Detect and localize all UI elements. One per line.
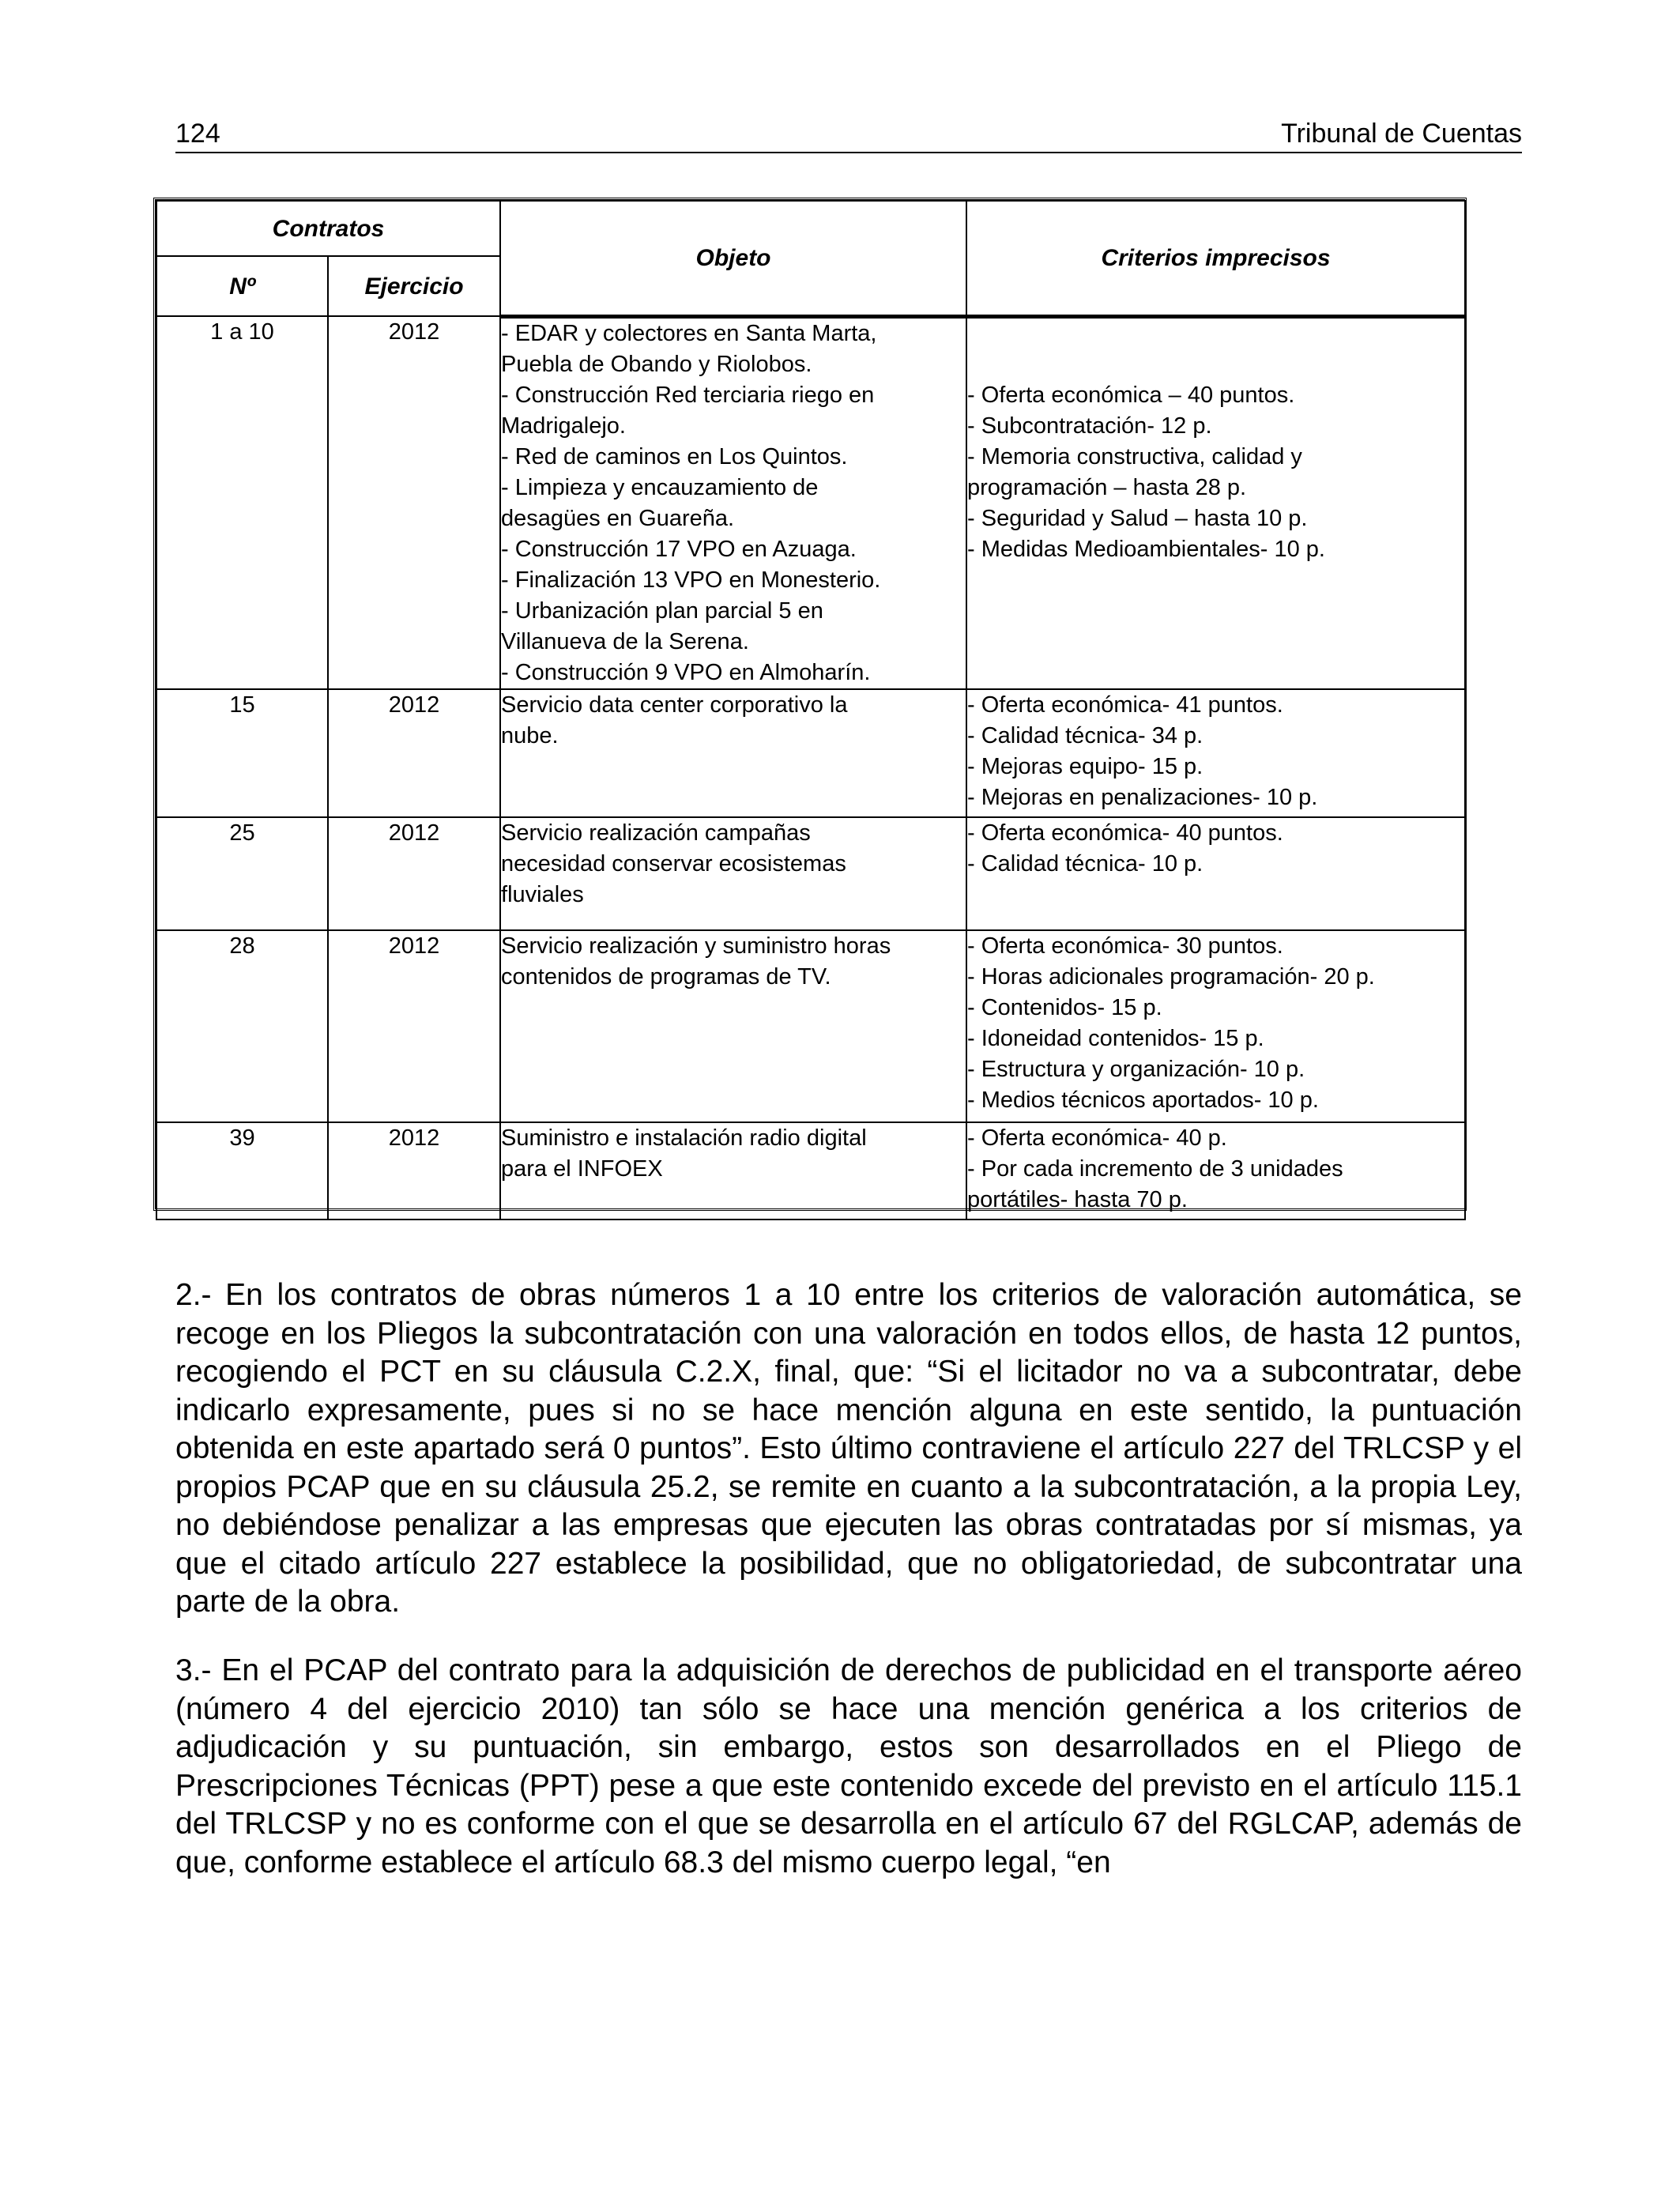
object-line: necesidad conservar ecosistemas (501, 850, 846, 876)
object-line: Suministro e instalación radio digital (501, 1125, 867, 1151)
object-line: - Construcción Red terciaria riego en (501, 382, 875, 408)
object-line: desagües en Guareña. (501, 505, 735, 531)
object-line: - Construcción 9 VPO en Almoharín. (501, 659, 871, 685)
criteria-line: - Medios técnicos aportados- 10 p. (967, 1087, 1319, 1113)
header-contratos: Contratos (156, 201, 500, 256)
cell-criteria (966, 1122, 1465, 1220)
header-criterios: Criterios imprecisos (966, 201, 1465, 316)
cell-criteria (966, 817, 1465, 930)
object-line: - Limpieza y encauzamiento de (501, 474, 819, 500)
cell-year: 2012 (328, 930, 500, 1122)
object-line: - Urbanización plan parcial 5 en (501, 598, 823, 624)
object-line: - Construcción 17 VPO en Azuaga. (501, 536, 857, 562)
page-header (175, 115, 1522, 153)
cell-criteria (966, 930, 1465, 1122)
criteria-line: - Horas adicionales programación- 20 p. (967, 963, 1375, 990)
criteria-line: - Mejoras equipo- 15 p. (967, 753, 1203, 779)
criteria-line: - Mejoras en penalizaciones- 10 p. (967, 784, 1318, 810)
header-objeto: Objeto (500, 201, 966, 316)
criteria-line: - Calidad técnica- 10 p. (967, 850, 1203, 876)
object-line: Servicio realización campañas (501, 820, 811, 846)
criteria-line: - Memoria constructiva, calidad y (967, 443, 1302, 469)
object-line: Servicio data center corporativo la (501, 692, 848, 718)
table-row (156, 817, 1465, 930)
object-line: - EDAR y colectores en Santa Marta, (501, 320, 877, 346)
criteria-line: - Estructura y organización- 10 p. (967, 1056, 1305, 1082)
header-numero: Nº (156, 256, 328, 316)
page-number: 124 (175, 119, 220, 149)
criteria-line: - Oferta económica – 40 puntos. (967, 382, 1295, 408)
paragraph-3: 3.- En el PCAP del contrato para la adquisición de derechos de publicidad en el transporte aéreo (número 4 del ejercicio 2010) tan sólo se hace una mención genérica a los criterios de adjudicación y su puntuación, sin embargo, estos son desarrollados en el Pliego de Prescripciones Técnicas (PPT) pese a que este contenido excede del previsto en el artículo 115.1 del TRLCSP y no es conforme con el que se desarrolla en el artículo 67 del RGLCAP, además de que, conforme establece el artículo 68.3 del mismo cuerpo legal, “en (175, 1653, 1522, 1879)
cell-year: 2012 (328, 817, 500, 930)
table-row (156, 689, 1465, 817)
object-line: - Finalización 13 VPO en Monesterio. (501, 567, 881, 593)
criteria-line: - Oferta económica- 41 puntos. (967, 692, 1283, 718)
cell-object (500, 1122, 966, 1220)
cell-object (500, 930, 966, 1122)
object-line: Villanueva de la Serena. (501, 628, 749, 654)
cell-criteria (966, 316, 1465, 689)
cell-number: 1 a 10 (156, 316, 328, 689)
object-line: contenidos de programas de TV. (501, 963, 831, 990)
object-line: para el INFOEX (501, 1155, 663, 1182)
criteria-line: - Oferta económica- 30 puntos. (967, 933, 1283, 959)
header-organization: Tribunal de Cuentas (1281, 119, 1522, 149)
cell-year: 2012 (328, 689, 500, 817)
table-row (156, 1122, 1465, 1220)
table-row (156, 930, 1465, 1122)
contracts-table-frame (153, 198, 1467, 1211)
criteria-line: - Subcontratación- 12 p. (967, 413, 1212, 439)
object-line: Servicio realización y suministro horas (501, 933, 891, 959)
cell-year: 2012 (328, 1122, 500, 1220)
criteria-line: - Por cada incremento de 3 unidades (967, 1155, 1343, 1182)
criteria-line: - Calidad técnica- 34 p. (967, 722, 1203, 748)
contracts-table (156, 200, 1466, 1220)
paragraph-2: 2.- En los contratos de obras números 1 a 10 entre los criterios de valoración automática, se recoge en los Pliegos la subcontratación con una valoración en todos ellos, de hasta 12 puntos, recogiendo el PCT en su cláusula C.2.X, final, que: “Si el licitador no va a subcontratar, debe indicarlo expresamente, pues si no se hace mención alguna en este sentido, la puntuación obtenida en este apartado será 0 puntos”. Esto último contraviene el artículo 227 del TRLCSP y el propios PCAP que en su cláusula 25.2, se remite en cuanto a la subcontratación, a la propia Ley, no debiéndose penalizar a las empresas que ejecuten las obras contratadas por sí mismas, ya que el citado artículo 227 establece la posibilidad, que no obligatoriedad, de subcontratar una parte de la obra. (175, 1278, 1522, 1619)
criteria-line: - Contenidos- 15 p. (967, 994, 1162, 1020)
cell-object (500, 316, 966, 689)
header-ejercicio: Ejercicio (328, 256, 500, 316)
criteria-line: - Medidas Medioambientales- 10 p. (967, 536, 1325, 562)
object-line: Puebla de Obando y Riolobos. (501, 351, 812, 377)
cell-number: 28 (156, 930, 328, 1122)
object-line: Madrigalejo. (501, 413, 626, 439)
cell-number: 15 (156, 689, 328, 817)
criteria-line: portátiles- hasta 70 p. (967, 1186, 1188, 1212)
criteria-line: - Idoneidad contenidos- 15 p. (967, 1025, 1264, 1051)
cell-object (500, 817, 966, 930)
cell-object (500, 689, 966, 817)
object-line: - Red de caminos en Los Quintos. (501, 443, 848, 469)
object-line: nube. (501, 722, 559, 748)
table-row (156, 316, 1465, 689)
cell-number: 25 (156, 817, 328, 930)
criteria-line: programación – hasta 28 p. (967, 474, 1247, 500)
criteria-line: - Seguridad y Salud – hasta 10 p. (967, 505, 1308, 531)
criteria-line: - Oferta económica- 40 puntos. (967, 820, 1283, 846)
object-line: fluviales (501, 881, 584, 907)
cell-year: 2012 (328, 316, 500, 689)
cell-criteria (966, 689, 1465, 817)
cell-number: 39 (156, 1122, 328, 1220)
criteria-line: - Oferta económica- 40 p. (967, 1125, 1227, 1151)
